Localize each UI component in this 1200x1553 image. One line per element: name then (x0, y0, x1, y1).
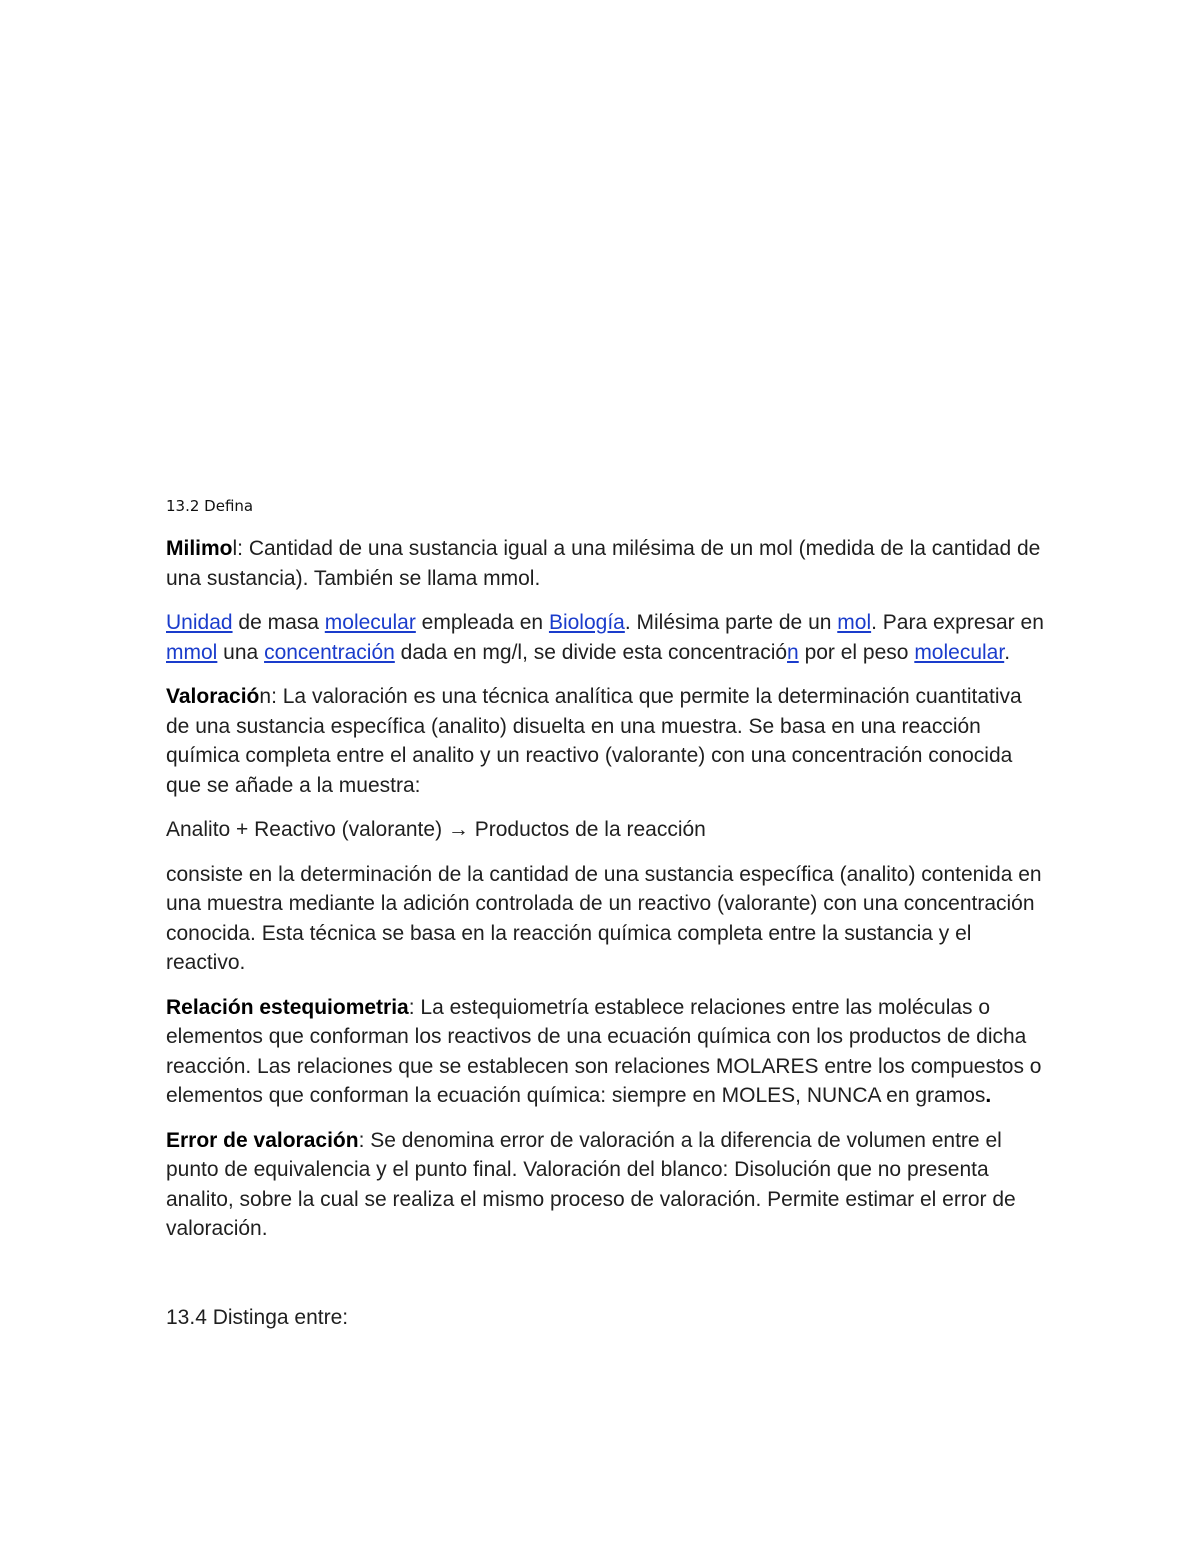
valoracion-term-tail: n (259, 685, 272, 708)
valoracion-paragraph (166, 682, 1046, 800)
relacion-period: . (985, 1084, 992, 1107)
unidad-text-1: de masa (232, 611, 325, 634)
unidad-text-2: empleada en (415, 611, 549, 634)
link-n[interactable]: n (787, 640, 799, 664)
milimol-definition: : Cantidad de una sustancia igual a una milésima de un mol (medida de la cantidad de una sustancia). También se llama mmol. (166, 537, 1041, 590)
unidad-paragraph (166, 608, 1046, 667)
milimol-term: Milimo (166, 537, 233, 560)
valoracion-term: Valoració (166, 685, 260, 708)
section-heading-2: 13.4 Distinga entre: (166, 1305, 349, 1329)
link-concentracion[interactable]: concentración (264, 640, 395, 664)
unidad-text-8: . (1004, 640, 1011, 664)
relacion-term: Relación estequiometria (166, 995, 409, 1019)
unidad-text-3: . Milésima parte de un (624, 611, 838, 634)
milimol-paragraph (166, 534, 1046, 593)
link-mol[interactable]: mol (837, 611, 872, 634)
reaction-equation: Analito + Reactivo (valorante) → Productos de la reacción (166, 818, 706, 841)
relacion-paragraph (166, 993, 1046, 1111)
error-definition: : Se denomina error de valoración a la diferencia de volumen entre el punto de equivalencia y el punto final. Valoración del blanco: Disolución que no presenta analito, sobre la cual se realiza el mismo proceso de valoración. Permite estimar el error de valoración. (166, 1128, 1016, 1240)
valoracion-definition: : La valoración es una técnica analítica que permite la determinación cuantitativa de una sustancia específica (analito) disuelta en una muestra. Se basa en una reacción química completa entre el analito y un reactivo (valorante) con una concentración conocida que se añade a la muestra: (166, 685, 1022, 797)
link-molecular[interactable]: molecular (324, 611, 416, 634)
unidad-text-4: . Para expresar en (871, 611, 1044, 634)
document-content (166, 494, 1046, 1332)
milimol-term-tail: l (232, 537, 238, 560)
error-paragraph (166, 1126, 1046, 1244)
link-unidad[interactable]: Unidad (166, 611, 233, 634)
unidad-text-7: por el peso (798, 640, 915, 664)
unidad-text-5: una (217, 640, 265, 664)
spacer (166, 1259, 1046, 1303)
unidad-text-6: dada en mg/l, se divide esta concentració (394, 640, 788, 664)
link-biologia[interactable]: Biología (548, 611, 625, 634)
link-molecular-2[interactable]: molecular (914, 640, 1005, 664)
section-heading: 13.2 Defina (166, 497, 254, 515)
error-term: Error de valoración (166, 1128, 359, 1152)
relacion-definition: : La estequiometría establece relaciones entre las moléculas o elementos que conforman los reactivos de una ecuación química con los productos de dicha reacción. Las relaciones que se establecen son relaciones MOLARES entre los compuestos o elementos que conforman la ecuación química: siempre en MOLES, NUNCA en gramos (166, 995, 1042, 1107)
link-mmol[interactable]: mmol (166, 640, 218, 664)
consiste-paragraph: consiste en la determinación de la cantidad de una sustancia específica (analito) contenida en una muestra mediante la adición controlada de un reactivo (valorante) con una concentración conocida. Esta técnica se basa en la reacción química completa entre la sustancia y el reactivo. (166, 862, 1042, 974)
